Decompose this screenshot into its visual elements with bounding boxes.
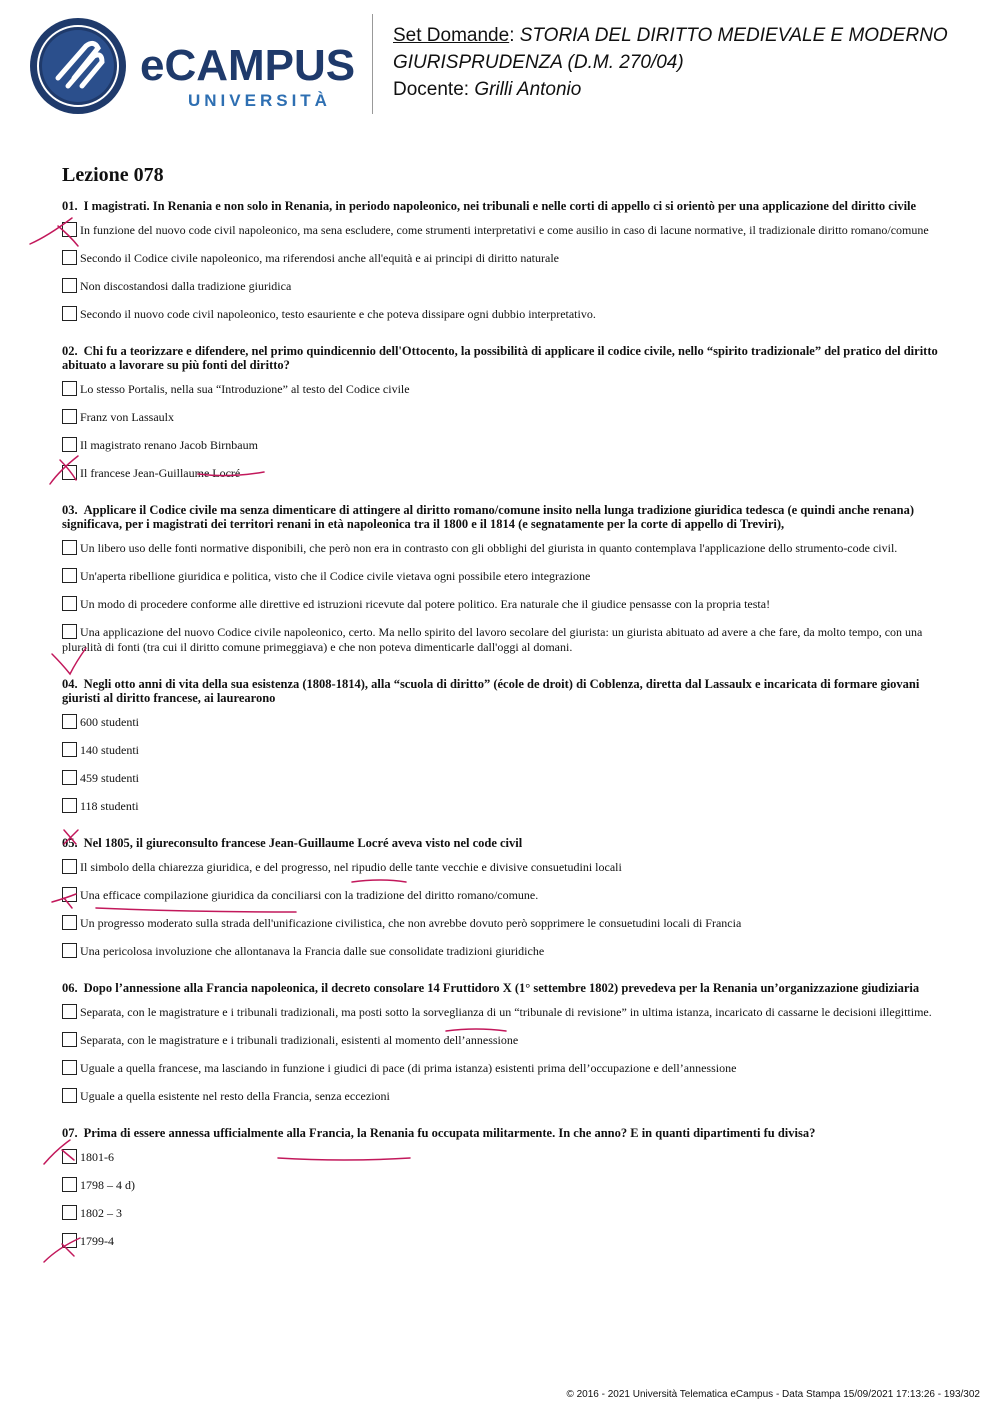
answer-option[interactable]: 1801-6: [62, 1149, 942, 1165]
answer-option[interactable]: 118 studenti: [62, 798, 942, 814]
question-list: [62, 158, 942, 1271]
checkbox[interactable]: [62, 859, 77, 874]
checkbox[interactable]: [62, 222, 77, 237]
answer-option[interactable]: Separata, con le magistrature e i tribunali tradizionali, esistenti al momento dell’annessione: [62, 1032, 942, 1048]
checkbox[interactable]: [62, 568, 77, 583]
checkbox[interactable]: [62, 798, 77, 813]
answer-option[interactable]: 140 studenti: [62, 742, 942, 758]
answer-option[interactable]: Un libero uso delle fonti normative disponibili, che però non era in contrasto con gli obblighi del giurista in quanto contemplava l'applicazione dello strumento-code civil.: [62, 540, 942, 556]
checkbox[interactable]: [62, 770, 77, 785]
answer-option[interactable]: 1802 – 3: [62, 1205, 942, 1221]
ecampus-logo: [28, 16, 358, 116]
checkbox[interactable]: [62, 540, 77, 555]
answer-option[interactable]: Franz von Lassaulx: [62, 409, 942, 425]
question-block: [62, 344, 942, 481]
question-block: [62, 199, 942, 322]
checkbox[interactable]: [62, 1004, 77, 1019]
answer-option[interactable]: Una applicazione del nuovo Codice civile napoleonico, certo. Ma nello spirito del lavoro secolare del giurista: un giurista abituato ad avere a che fare, da molto tempo, con una pluralità di fonti (tra cui il diritto comune primeggiava) e che non poteva dimenticarle dall'oggi al domani.: [62, 625, 923, 654]
checkbox[interactable]: [62, 381, 77, 396]
question-text: 04. Negli otto anni di vita della sua esistenza (1808-1814), alla “scuola di diritto” (école de droit) di Coblenza, diretta dal Lassaulx e incaricata di formare giovani giuristi al diritto francese, ai laurearono: [62, 677, 920, 705]
answer-option[interactable]: Separata, con le magistrature e i tribunali tradizionali, ma posti sotto la sorveglianza di un “tribunale di revisione” in ultima istanza, incaricato di cassarne le decisioni illegittime.: [62, 1004, 942, 1020]
checkbox[interactable]: [62, 437, 77, 452]
checkbox[interactable]: [62, 1177, 77, 1192]
answer-option[interactable]: 459 studenti: [62, 770, 942, 786]
answer-option[interactable]: Secondo il nuovo code civil napoleonico, testo esauriente e che poteva dissipare ogni dubbio interpretativo.: [62, 306, 942, 322]
header-info: Set Domande: STORIA DEL DIRITTO MEDIEVALE E MODERNO GIURISPRUDENZA (D.M. 270/04) Docente: Grilli Antonio: [393, 25, 948, 100]
answer-option[interactable]: Una pericolosa involuzione che allontanava la Francia dalle sue consolidate tradizioni giuridiche: [62, 943, 942, 959]
checkbox[interactable]: [62, 306, 77, 321]
checkbox[interactable]: [62, 596, 77, 611]
checkbox[interactable]: [62, 250, 77, 265]
header-divider: [372, 14, 373, 114]
checkbox[interactable]: [62, 1233, 77, 1248]
answer-option[interactable]: Il francese Jean-Guillaume Locré: [62, 465, 942, 481]
course-title: STORIA DEL DIRITTO MEDIEVALE E MODERNO: [519, 25, 948, 46]
teacher-name: Grilli Antonio: [474, 79, 582, 100]
logo-sub: UNIVERSITÀ: [188, 91, 331, 110]
answer-option[interactable]: Un'aperta ribellione giuridica e politica, visto che il Codice civile vietava ogni possibile etero integrazione: [62, 568, 942, 584]
question-block: [62, 981, 942, 1104]
answer-option[interactable]: 1798 – 4 d): [62, 1177, 942, 1193]
logo-brand: eCAMPUS: [140, 41, 356, 90]
answer-option[interactable]: Non discostandosi dalla tradizione giuridica: [62, 278, 942, 294]
question-block: [62, 836, 942, 959]
set-label: Set Domande: [393, 25, 510, 46]
checkbox[interactable]: [62, 742, 77, 757]
checkbox[interactable]: [62, 465, 77, 480]
answer-option[interactable]: 1799-4: [62, 1233, 942, 1249]
checkbox[interactable]: [62, 1060, 77, 1075]
answer-option[interactable]: Il simbolo della chiarezza giuridica, e del progresso, nel ripudio delle tante vecchie e divisive consuetudini locali: [62, 859, 942, 875]
course-line2: GIURISPRUDENZA (D.M. 270/04): [393, 52, 684, 73]
question-text: 05. Nel 1805, il giureconsulto francese Jean-Guillaume Locré aveva visto nel code civil: [62, 836, 523, 850]
answer-option[interactable]: Il magistrato renano Jacob Birnbaum: [62, 437, 942, 453]
page-footer: © 2016 - 2021 Università Telematica eCampus - Data Stampa 15/09/2021 17:13:26 - 193/302: [566, 1389, 980, 1400]
answer-option[interactable]: Uguale a quella francese, ma lasciando in funzione i giudici di pace (di prima istanza) esistenti prima dell’occupazione e dell’annessione: [62, 1060, 942, 1076]
checkbox[interactable]: [62, 943, 77, 958]
question-block: [62, 677, 942, 814]
checkbox[interactable]: [62, 278, 77, 293]
answer-option[interactable]: 600 studenti: [62, 714, 942, 730]
question-block: [62, 503, 942, 655]
lesson-title: Lezione 078: [62, 164, 164, 186]
question-text: 07. Prima di essere annessa ufficialmente alla Francia, la Renania fu occupata militarmente. In che anno? E in quanti dipartimenti fu divisa?: [62, 1126, 816, 1140]
answer-option[interactable]: Lo stesso Portalis, nella sua “Introduzione” al testo del Codice civile: [62, 381, 942, 397]
checkbox[interactable]: [62, 714, 77, 729]
answer-option[interactable]: Un progresso moderato sulla strada dell'unificazione civilistica, che non avrebbe dovuto però sopprimere le consuetudini locali di Francia: [62, 915, 942, 931]
answer-option[interactable]: Una efficace compilazione giuridica da conciliarsi con la tradizione del diritto romano/comune.: [62, 887, 942, 903]
question-text: 03. Applicare il Codice civile ma senza dimenticare di attingere al diritto romano/comune insito nella lunga tradizione giuridica tedesca (e quindi anche renana) significava, per i magistrati dei territori renani in età napoleonica tra il 1800 e il 1814 (e segnatamente per la corte di appello di Treviri),: [62, 503, 915, 531]
answer-option[interactable]: Uguale a quella esistente nel resto della Francia, senza eccezioni: [62, 1088, 942, 1104]
question-text: 01. I magistrati. In Renania e non solo in Renania, in periodo napoleonico, nei tribunali e nelle corti di appello ci si orientò per una applicazione del diritto civile: [62, 199, 917, 213]
answer-option[interactable]: Un modo di procedere conforme alle direttive ed istruzioni ricevute dal potere politico. Era naturale che il giudice pensasse con la propria testa!: [62, 596, 942, 612]
answer-option[interactable]: Secondo il Codice civile napoleonico, ma riferendosi anche all'equità e ai principi di diritto naturale: [62, 250, 942, 266]
checkbox[interactable]: [62, 887, 77, 902]
question-text: 02. Chi fu a teorizzare e difendere, nel primo quindicennio dell'Ottocento, la possibilità di applicare il codice civile, nello “spirito tradizionale” del pratico del diritto abituato a lavorare su più fonti del diritto?: [62, 344, 938, 372]
checkbox[interactable]: [62, 1088, 77, 1103]
teacher-label: Docente:: [393, 79, 470, 100]
checkbox[interactable]: [62, 624, 77, 639]
question-text: 06. Dopo l’annessione alla Francia napoleonica, il decreto consolare 14 Fruttidoro X (1° settembre 1802) prevedeva per la Renania un’organizzazione giudiziaria: [62, 981, 920, 995]
checkbox[interactable]: [62, 1149, 77, 1164]
question-block: [62, 1126, 942, 1249]
checkbox[interactable]: [62, 409, 77, 424]
answer-option[interactable]: In funzione del nuovo code civil napoleonico, ma sena escludere, come strumenti interpretativi e come ausilio in caso di lacune normative, il tradizionale diritto romano/comune: [62, 222, 942, 238]
checkbox[interactable]: [62, 1032, 77, 1047]
page-header: [0, 0, 1000, 130]
checkbox[interactable]: [62, 915, 77, 930]
checkbox[interactable]: [62, 1205, 77, 1220]
